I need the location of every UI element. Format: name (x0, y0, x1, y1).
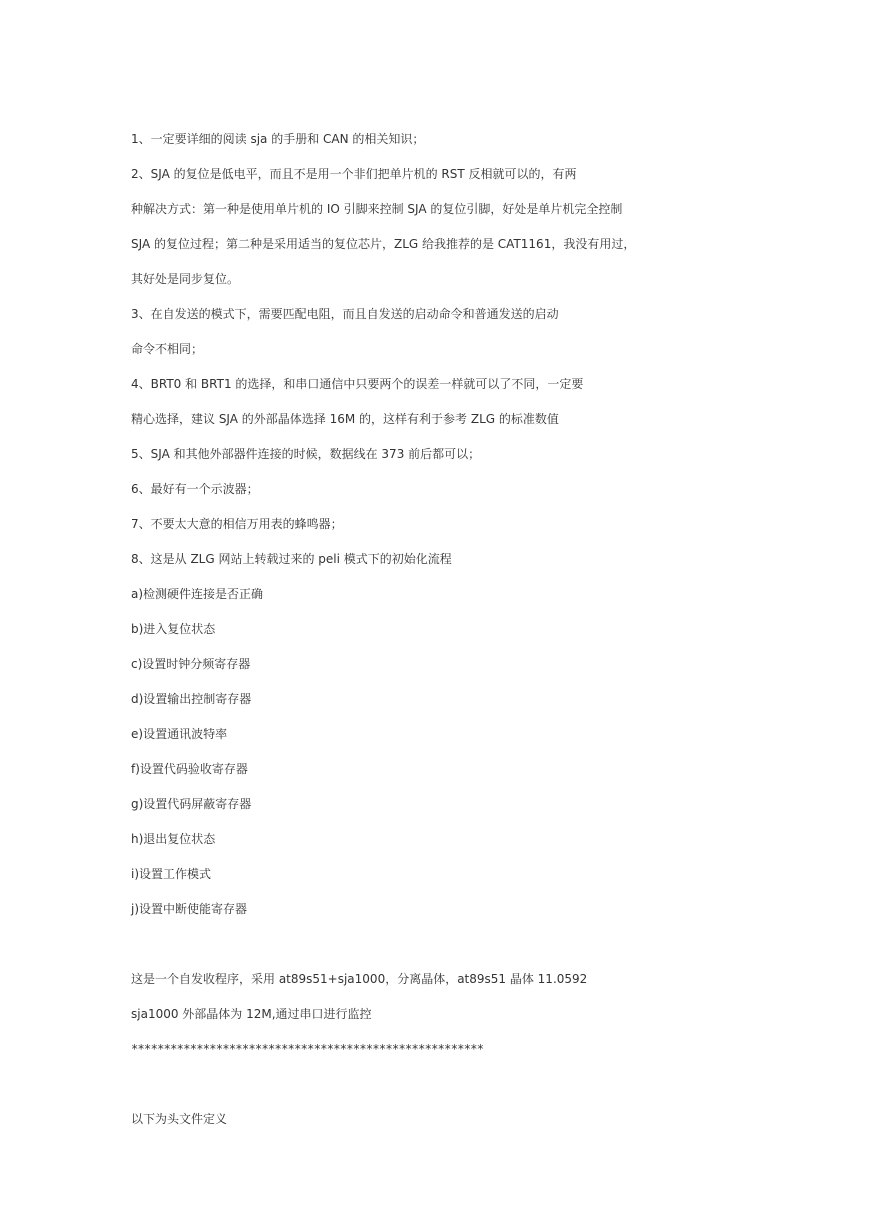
spacer (131, 927, 831, 962)
init-step-i: i)设置工作模式 (131, 867, 212, 881)
init-step-h: h)退出复位状态 (131, 832, 216, 846)
note-line-2-cont-b: SJA 的复位过程；第二种是采用适当的复位芯片，ZLG 给我推荐的是 CAT1161，我没有用过， (131, 237, 636, 251)
note-line-5: 5、SJA 和其他外部器件连接的时候，数据线在 373 前后都可以； (131, 447, 481, 461)
note-line-6: 6、最好有一个示波器； (131, 482, 259, 496)
spacer (131, 1067, 831, 1102)
init-step-d: d)设置输出控制寄存器 (131, 692, 252, 706)
note-line-1: 1、一定要详细的阅读 sja 的手册和 CAN 的相关知识； (131, 132, 425, 146)
document-body (131, 122, 831, 1137)
note-line-2: 2、SJA 的复位是低电平，而且不是用一个非们把单片机的 RST 反相就可以的，有两 (131, 167, 577, 181)
note-line-4: 4、BRT0 和 BRT1 的选择，和串口通信中只要两个的误差一样就可以了不同，一定要 (131, 377, 584, 391)
separator-line: ****************************************************** (131, 1042, 484, 1056)
header-definition-note: 以下为头文件定义 (131, 1112, 228, 1126)
program-intro-line-2: sja1000 外部晶体为 12M,通过串口进行监控 (131, 1007, 372, 1021)
program-intro-line-1: 这是一个自发收程序，采用 at89s51+sja1000，分离晶体，at89s51 晶体 11.0592 (131, 972, 588, 986)
note-line-2-cont-a: 种解决方式：第一种是使用单片机的 IO 引脚来控制 SJA 的复位引脚，好处是单片机完全控制 (131, 202, 623, 216)
init-step-e: e)设置通讯波特率 (131, 727, 228, 741)
init-step-g: g)设置代码屏蔽寄存器 (131, 797, 252, 811)
note-line-7: 7、不要太大意的相信万用表的蜂鸣器； (131, 517, 343, 531)
note-line-3-cont: 命令不相同； (131, 342, 204, 356)
init-step-c: c)设置时钟分频寄存器 (131, 657, 251, 671)
init-step-j: j)设置中断使能寄存器 (131, 902, 248, 916)
init-step-b: b)进入复位状态 (131, 622, 216, 636)
note-line-4-cont: 精心选择，建议 SJA 的外部晶体选择 16M 的，这样有利于参考 ZLG 的标准数值 (131, 412, 559, 426)
init-step-a: a)检测硬件连接是否正确 (131, 587, 264, 601)
note-line-2-cont-c: 其好处是同步复位。 (131, 272, 240, 286)
note-line-3: 3、在自发送的模式下，需要匹配电阻，而且自发送的启动命令和普通发送的启动 (131, 307, 559, 321)
init-step-f: f)设置代码验收寄存器 (131, 762, 248, 776)
note-line-8: 8、这是从 ZLG 网站上转载过来的 peli 模式下的初始化流程 (131, 552, 452, 566)
